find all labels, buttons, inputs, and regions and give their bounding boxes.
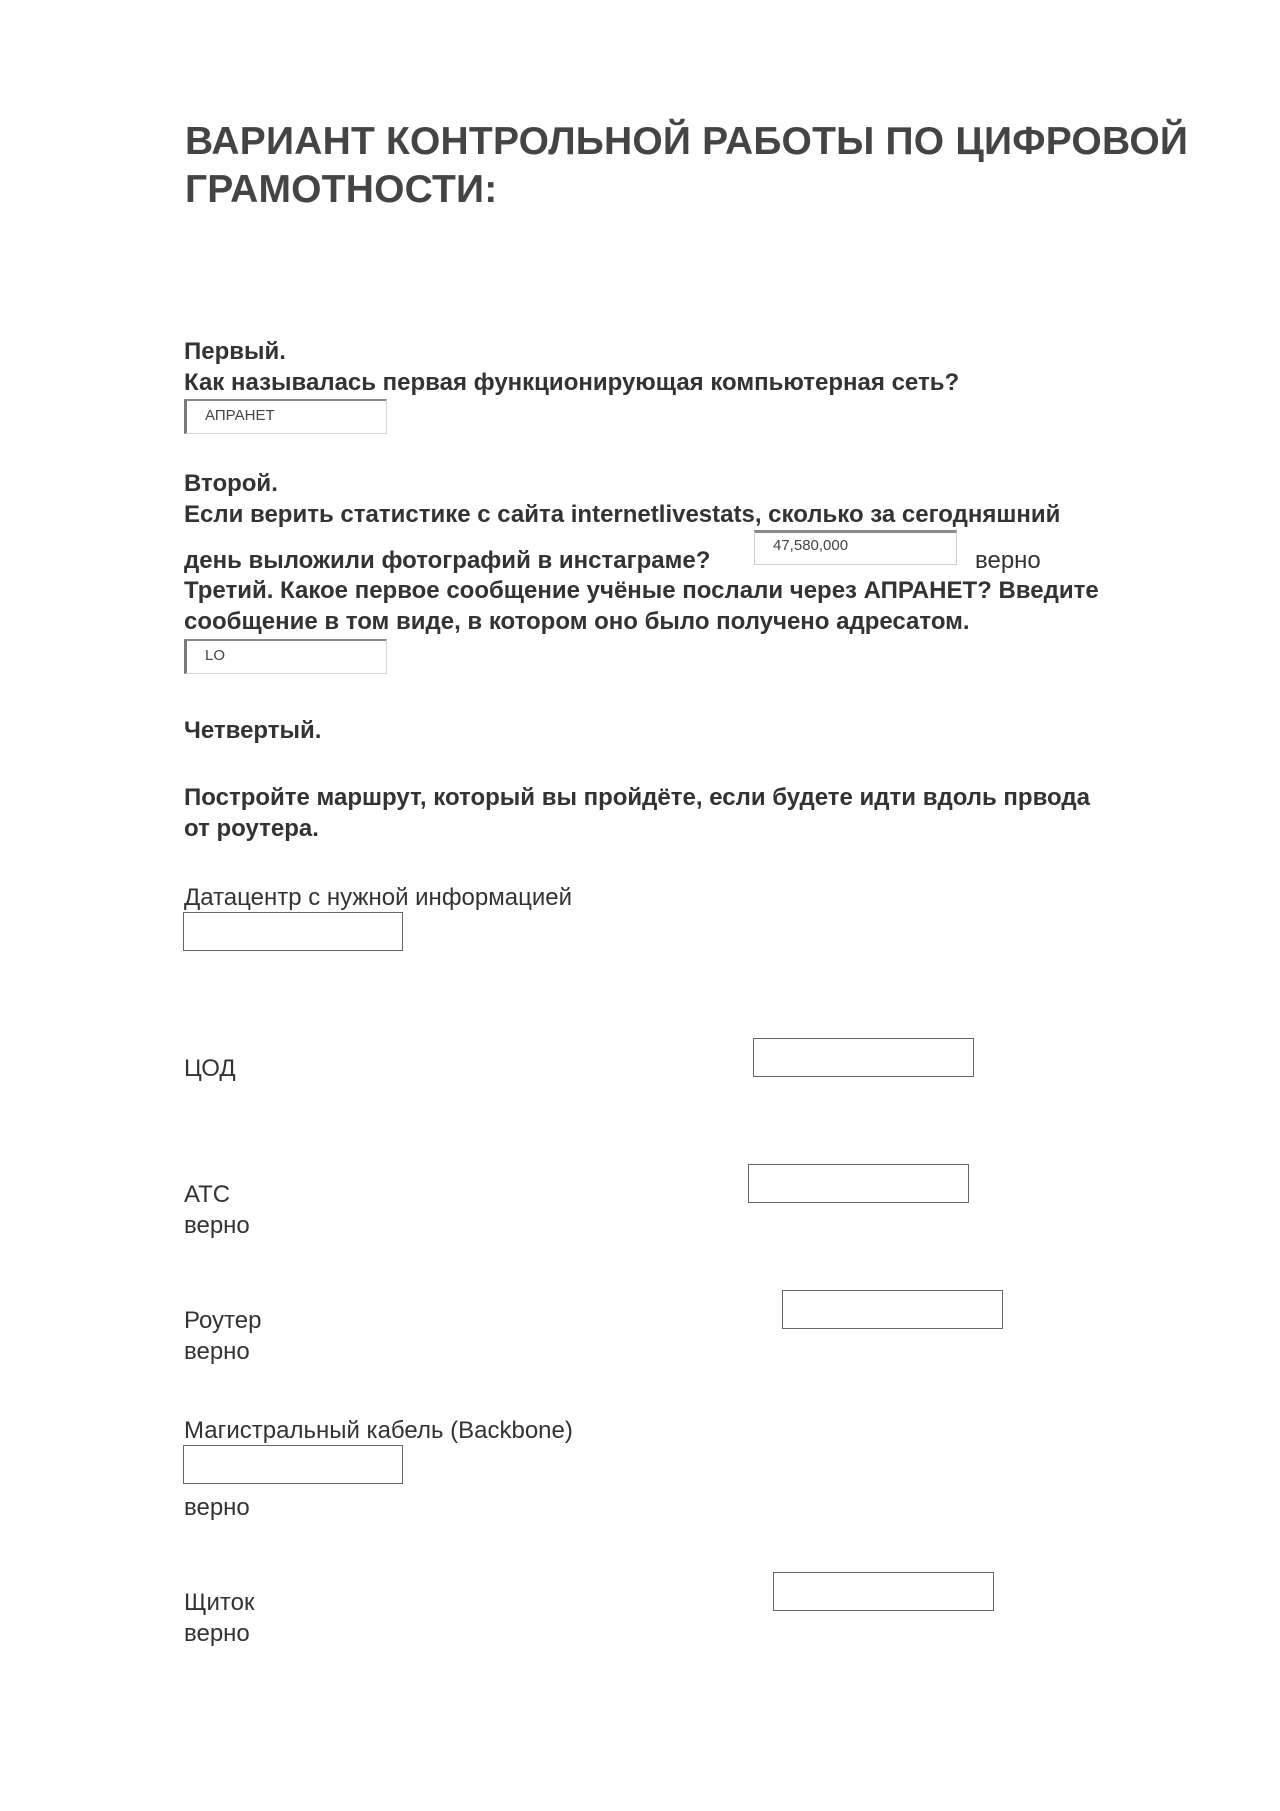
route-item-backbone-result: верно: [184, 1494, 250, 1521]
route-item-panel-result: верно: [184, 1620, 250, 1647]
q4-question-line2: от роутера.: [184, 815, 319, 842]
route-item-ats-result: верно: [184, 1212, 250, 1239]
route-item-panel-label: Щиток: [184, 1589, 255, 1616]
route-item-router-result: верно: [184, 1338, 250, 1365]
q3-answer-input[interactable]: LO: [184, 639, 387, 674]
q2-question-line2: день выложили фотографий в инстаграме?: [184, 547, 711, 574]
route-item-backbone-label: Магистральный кабель (Backbone): [184, 1417, 573, 1444]
q4-question-line1: Постройте маршрут, который вы пройдёте, если будете идти вдоль првода: [184, 784, 1090, 811]
route-item-datacenter-input[interactable]: [183, 912, 403, 951]
q2-answer-input[interactable]: 47,580,000: [754, 530, 957, 565]
q1-question: Как называлась первая функционирующая компьютерная сеть?: [184, 369, 960, 396]
route-item-router-label: Роутер: [184, 1307, 262, 1334]
route-item-ats-input[interactable]: [748, 1164, 969, 1203]
q3-question-line1: Третий. Какое первое сообщение учёные послали через АПРАНЕТ? Введите: [184, 577, 1099, 604]
q2-label: Второй.: [184, 470, 278, 497]
route-item-router-input[interactable]: [782, 1290, 1003, 1329]
route-item-panel-input[interactable]: [773, 1572, 994, 1611]
route-item-cod-label: ЦОД: [184, 1055, 236, 1082]
q2-result: верно: [975, 547, 1041, 574]
route-item-cod-input[interactable]: [753, 1038, 974, 1077]
route-item-datacenter-label: Датацентр с нужной информацией: [184, 884, 573, 911]
q1-answer-input[interactable]: АПРАНЕТ: [184, 399, 387, 434]
q2-question-line1: Если верить статистике с сайта internetlivestats, сколько за сегодняшний: [184, 501, 1061, 528]
q4-label: Четвертый.: [184, 717, 322, 744]
route-item-backbone-input[interactable]: [183, 1445, 403, 1484]
q1-label: Первый.: [184, 338, 286, 365]
route-item-ats-label: АТС: [184, 1181, 231, 1208]
q3-question-line2: сообщение в том виде, в котором оно было получено адресатом.: [184, 608, 970, 635]
page-title: ВАРИАНТ КОНТРОЛЬНОЙ РАБОТЫ ПО ЦИФРОВОЙ ГРАМОТНОСТИ:: [185, 120, 1189, 211]
